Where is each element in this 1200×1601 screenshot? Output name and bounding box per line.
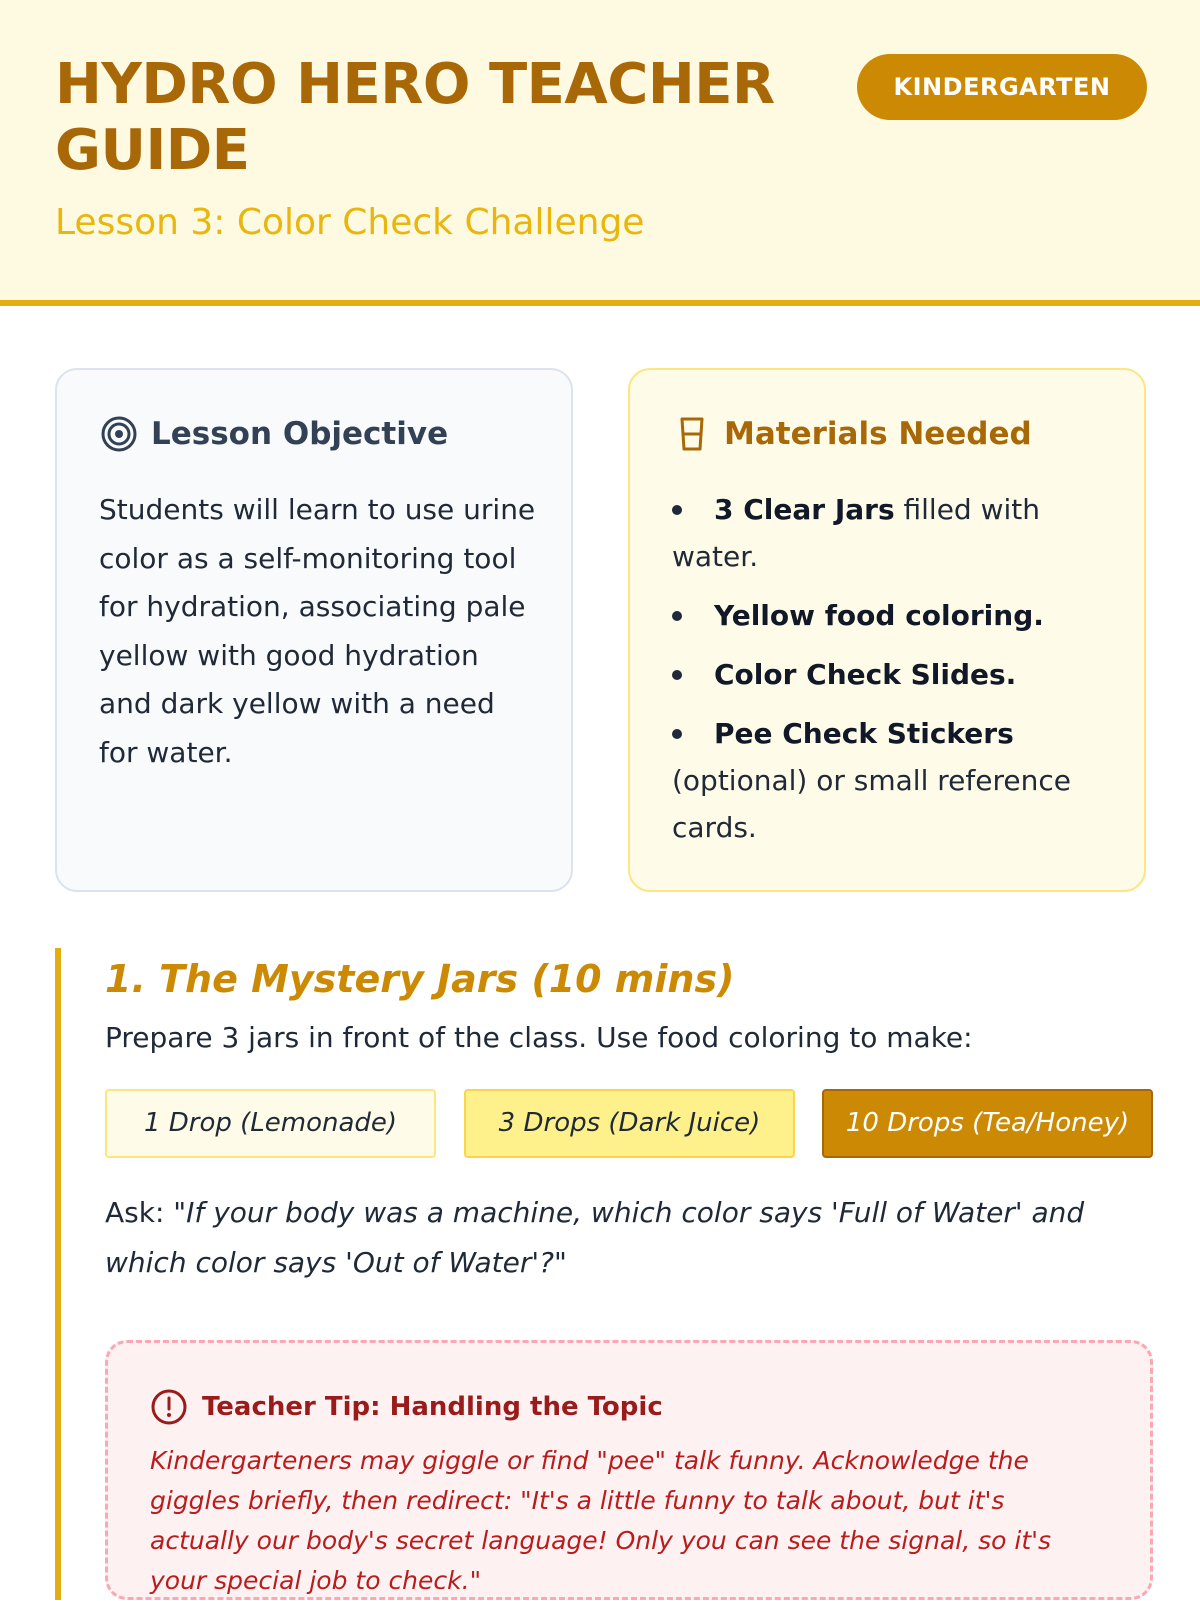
jar-swatch-light: 1 Drop (Lemonade) [105, 1089, 436, 1158]
materials-item: Color Check Slides. [672, 651, 1112, 698]
section-title: 1. The Mystery Jars (10 mins) [105, 957, 735, 1001]
materials-title: Materials Needed [724, 416, 1032, 452]
ask-prefix: Ask: [105, 1196, 174, 1229]
target-icon [99, 414, 139, 454]
section-intro: Prepare 3 jars in front of the class. Use food coloring to make: [105, 1021, 973, 1054]
jar-swatch-medium: 3 Drops (Dark Juice) [464, 1089, 795, 1158]
cup-icon [672, 414, 712, 454]
materials-card [628, 368, 1146, 892]
lesson-subtitle: Lesson 3: Color Check Challenge [55, 202, 645, 243]
ask-question [105, 1188, 1135, 1288]
jar-swatch-dark: 10 Drops (Tea/Honey) [822, 1089, 1153, 1158]
teacher-tip-box [105, 1340, 1153, 1600]
grade-badge: KINDERGARTEN [857, 54, 1147, 120]
materials-item: 3 Clear Jars filled with water. [672, 486, 1112, 580]
objective-card [55, 368, 573, 892]
ask-quote: "If your body was a machine, which color says 'Full of Water' and which color says 'Out of Water'?" [105, 1196, 1085, 1279]
materials-item: Yellow food coloring. [672, 592, 1112, 639]
tip-title: Teacher Tip: Handling the Topic [202, 1392, 663, 1422]
mystery-jars-section [55, 948, 1147, 1600]
page-title: HYDRO HERO TEACHER GUIDE [55, 52, 775, 183]
alert-circle-icon [150, 1388, 188, 1426]
page-header [0, 0, 1200, 306]
materials-list [672, 486, 1112, 863]
objective-text: Students will learn to use urine color as a self-monitoring tool for hydration, associating pale yellow with good hydration and dark yellow with a need for water. [99, 493, 536, 769]
tip-text: Kindergarteners may giggle or find "pee" talk funny. Acknowledge the giggles briefly, then redirect: "It's a little funny to talk about, but it's actually our body's secret language! Only you can see the signal, so it's your special job to check." [150, 1446, 1052, 1595]
materials-item: Pee Check Stickers (optional) or small reference cards. [672, 710, 1112, 851]
objective-title: Lesson Objective [151, 416, 449, 452]
